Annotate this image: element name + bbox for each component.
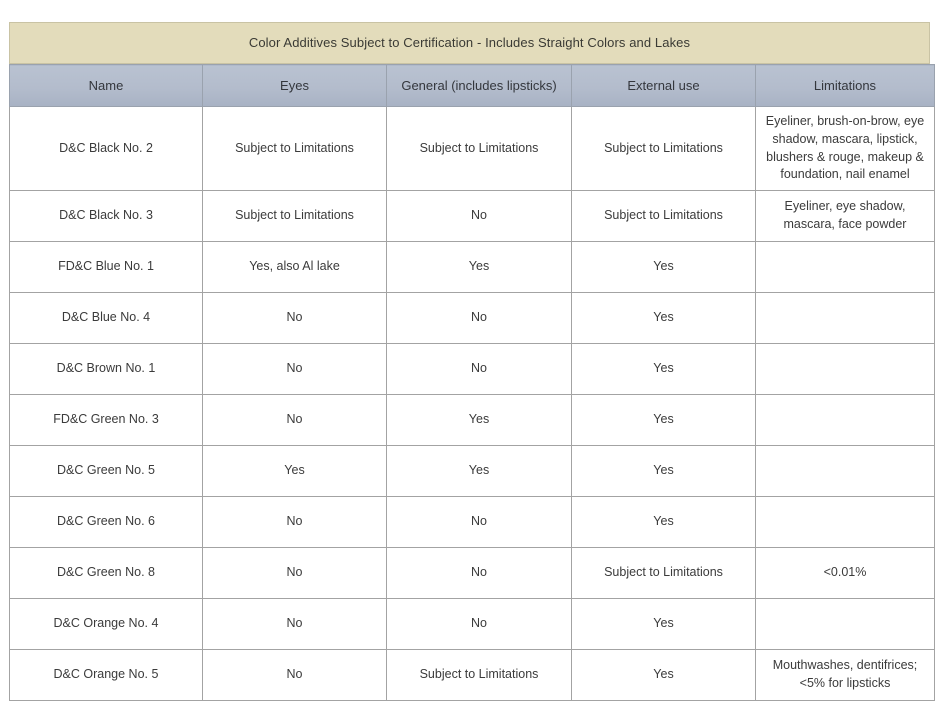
table-caption-banner xyxy=(9,22,930,64)
cell-eyes: No xyxy=(203,548,387,599)
cell-general: No xyxy=(387,293,572,344)
cell-eyes: Yes xyxy=(203,446,387,497)
table-row xyxy=(10,548,935,599)
column-header-external-use: External use xyxy=(572,65,756,107)
cell-external-use: Yes xyxy=(572,344,756,395)
table-row xyxy=(10,191,935,242)
table-row xyxy=(10,650,935,701)
cell-limitations xyxy=(756,395,935,446)
header-row xyxy=(10,65,935,107)
cell-general: No xyxy=(387,548,572,599)
cell-limitations: Eyeliner, brush-on-brow, eye shadow, mascara, lipstick, blushers & rouge, makeup & foundation, nail enamel xyxy=(756,107,935,191)
table-caption-text: Color Additives Subject to Certification - Includes Straight Colors and Lakes xyxy=(248,35,691,51)
cell-name: FD&C Green No. 3 xyxy=(10,395,203,446)
table-row xyxy=(10,599,935,650)
cell-external-use: Yes xyxy=(572,242,756,293)
cell-eyes: Subject to Limitations xyxy=(203,107,387,191)
cell-general: Yes xyxy=(387,395,572,446)
cell-external-use: Yes xyxy=(572,497,756,548)
cell-external-use: Yes xyxy=(572,293,756,344)
column-header-general: General (includes lipsticks) xyxy=(387,65,572,107)
table-row xyxy=(10,107,935,191)
cell-limitations xyxy=(756,446,935,497)
cell-eyes: No xyxy=(203,344,387,395)
column-header-eyes: Eyes xyxy=(203,65,387,107)
table-row xyxy=(10,446,935,497)
cell-external-use: Yes xyxy=(572,446,756,497)
cell-eyes: No xyxy=(203,599,387,650)
cell-name: D&C Orange No. 4 xyxy=(10,599,203,650)
cell-external-use: Yes xyxy=(572,650,756,701)
table-row xyxy=(10,497,935,548)
cell-eyes: No xyxy=(203,293,387,344)
cell-external-use: Subject to Limitations xyxy=(572,107,756,191)
table-body xyxy=(10,107,935,701)
cell-eyes: No xyxy=(203,395,387,446)
cell-general: No xyxy=(387,344,572,395)
cell-eyes: Subject to Limitations xyxy=(203,191,387,242)
cell-limitations xyxy=(756,497,935,548)
cell-external-use: Yes xyxy=(572,395,756,446)
cell-general: Yes xyxy=(387,242,572,293)
table-header xyxy=(10,65,935,107)
cell-external-use: Yes xyxy=(572,599,756,650)
cell-limitations xyxy=(756,599,935,650)
cell-eyes: No xyxy=(203,650,387,701)
table-row xyxy=(10,242,935,293)
color-additives-table xyxy=(9,64,935,701)
cell-name: FD&C Blue No. 1 xyxy=(10,242,203,293)
cell-eyes: No xyxy=(203,497,387,548)
cell-external-use: Subject to Limitations xyxy=(572,191,756,242)
cell-limitations: <0.01% xyxy=(756,548,935,599)
column-header-limitations: Limitations xyxy=(756,65,935,107)
cell-limitations xyxy=(756,344,935,395)
cell-general: Subject to Limitations xyxy=(387,650,572,701)
cell-name: D&C Green No. 5 xyxy=(10,446,203,497)
cell-limitations xyxy=(756,293,935,344)
cell-name: D&C Black No. 3 xyxy=(10,191,203,242)
cell-external-use: Subject to Limitations xyxy=(572,548,756,599)
cell-name: D&C Black No. 2 xyxy=(10,107,203,191)
cell-general: Subject to Limitations xyxy=(387,107,572,191)
cell-general: No xyxy=(387,191,572,242)
cell-limitations: Mouthwashes, dentifrices; <5% for lipsticks xyxy=(756,650,935,701)
cell-limitations: Eyeliner, eye shadow, mascara, face powder xyxy=(756,191,935,242)
cell-name: D&C Orange No. 5 xyxy=(10,650,203,701)
cell-name: D&C Green No. 6 xyxy=(10,497,203,548)
table-row xyxy=(10,395,935,446)
cell-general: No xyxy=(387,497,572,548)
cell-limitations xyxy=(756,242,935,293)
cell-name: D&C Green No. 8 xyxy=(10,548,203,599)
table-row xyxy=(10,344,935,395)
cell-eyes: Yes, also Al lake xyxy=(203,242,387,293)
cell-general: Yes xyxy=(387,446,572,497)
column-header-name: Name xyxy=(10,65,203,107)
cell-general: No xyxy=(387,599,572,650)
cell-name: D&C Blue No. 4 xyxy=(10,293,203,344)
cell-name: D&C Brown No. 1 xyxy=(10,344,203,395)
table-row xyxy=(10,293,935,344)
